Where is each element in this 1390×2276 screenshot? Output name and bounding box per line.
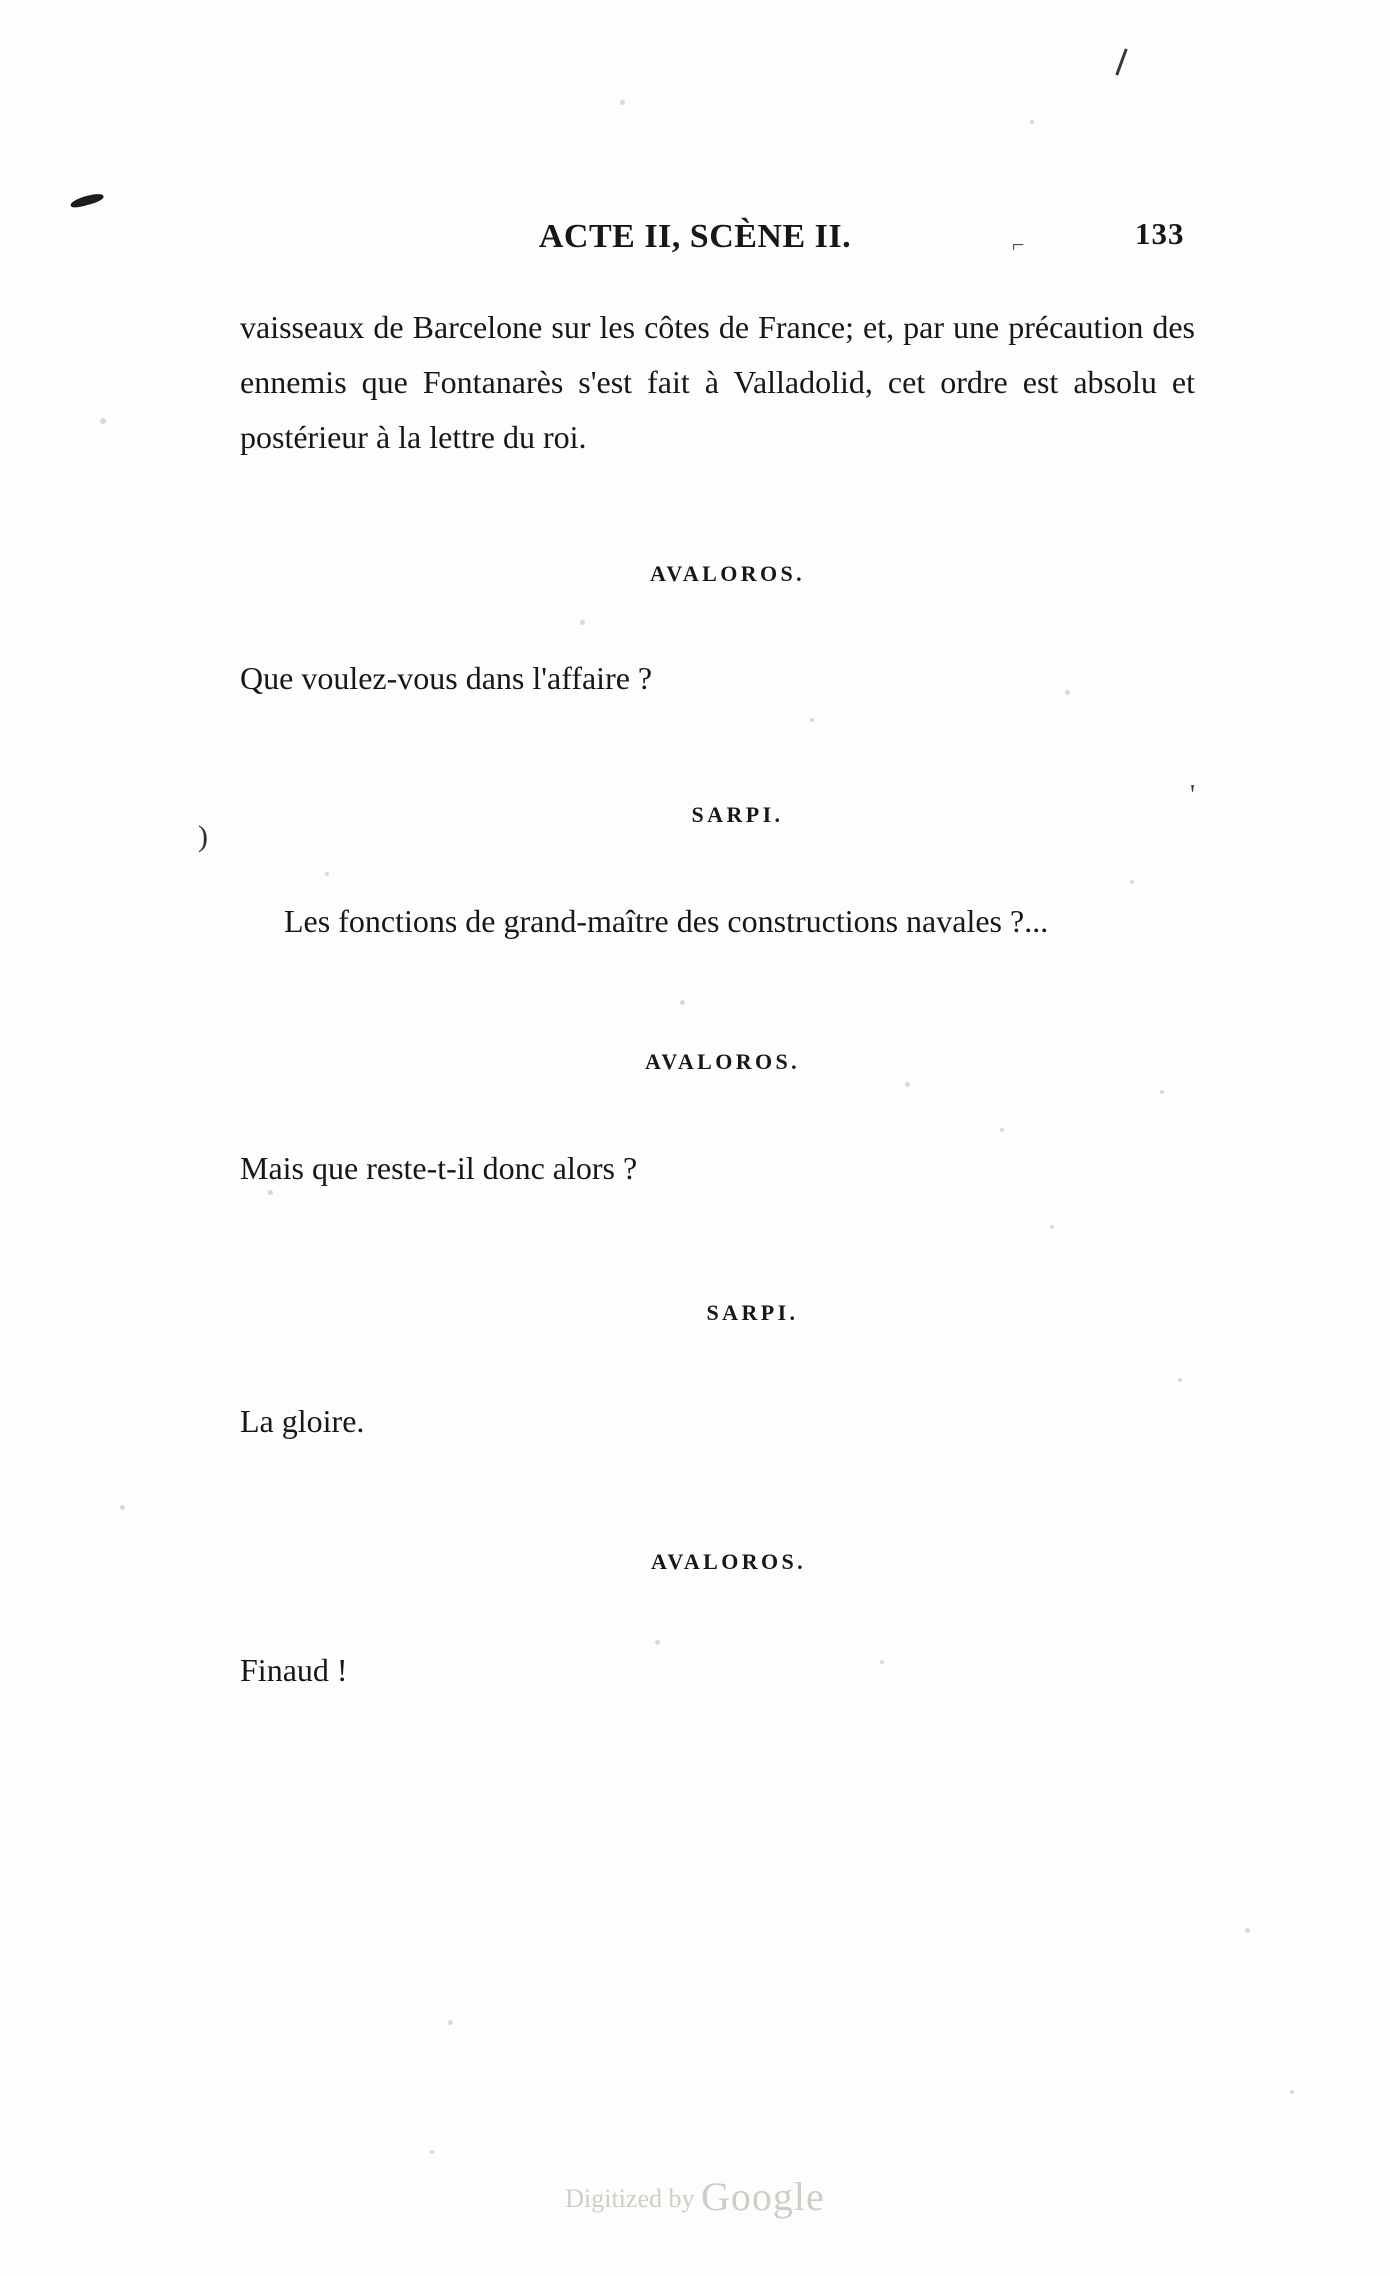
dialogue-line: Que voulez-vous dans l'affaire ? [240, 660, 653, 697]
scan-speck [120, 1505, 125, 1510]
speaker-name: AVALOROS. [644, 1049, 801, 1075]
speaker-name: AVALOROS. [649, 561, 806, 587]
scan-speck [448, 2020, 453, 2025]
digitization-footer [0, 2173, 1390, 2220]
page-number: 133 [1135, 216, 1185, 251]
scan-speck [1030, 120, 1034, 124]
paragraph: vaisseaux de Barcelone sur les côtes de France; et, par une précaution des ennemis que Fontanarès s'est fait à Valladolid, cet ordre est absolu et postérieur à la lettre du roi. [240, 309, 1195, 456]
page-body [240, 300, 1195, 1698]
running-head-title: ACTE II, SCÈNE II. [538, 218, 852, 255]
ink-mark-margin: ) [198, 820, 208, 853]
scan-speck [620, 100, 625, 105]
footer-brand: Google [701, 2174, 825, 2219]
dialogue-line: Les fonctions de grand-maître des constructions navales ?... [284, 903, 1049, 940]
ink-mark-right-margin: ' [1190, 780, 1196, 811]
dialogue-line: Mais que reste-t-il donc alors ? [240, 1150, 638, 1187]
scan-speck [1290, 2090, 1294, 2094]
ink-mark-top-left [69, 191, 104, 209]
scan-speck [100, 418, 106, 424]
scan-speck [1245, 1928, 1250, 1933]
dialogue-line: Finaud ! [240, 1652, 348, 1689]
dialogue-line: La gloire. [240, 1403, 365, 1440]
speaker-name: SARPI. [691, 802, 784, 828]
ink-mark-top-right [1115, 48, 1127, 75]
speaker-name: AVALOROS. [650, 1549, 807, 1575]
header-ink-tick: ⌐ [1012, 232, 1025, 257]
speaker-name: SARPI. [706, 1300, 799, 1326]
footer-prefix: Digitized by [565, 2184, 695, 2213]
scan-speck [430, 2150, 434, 2154]
